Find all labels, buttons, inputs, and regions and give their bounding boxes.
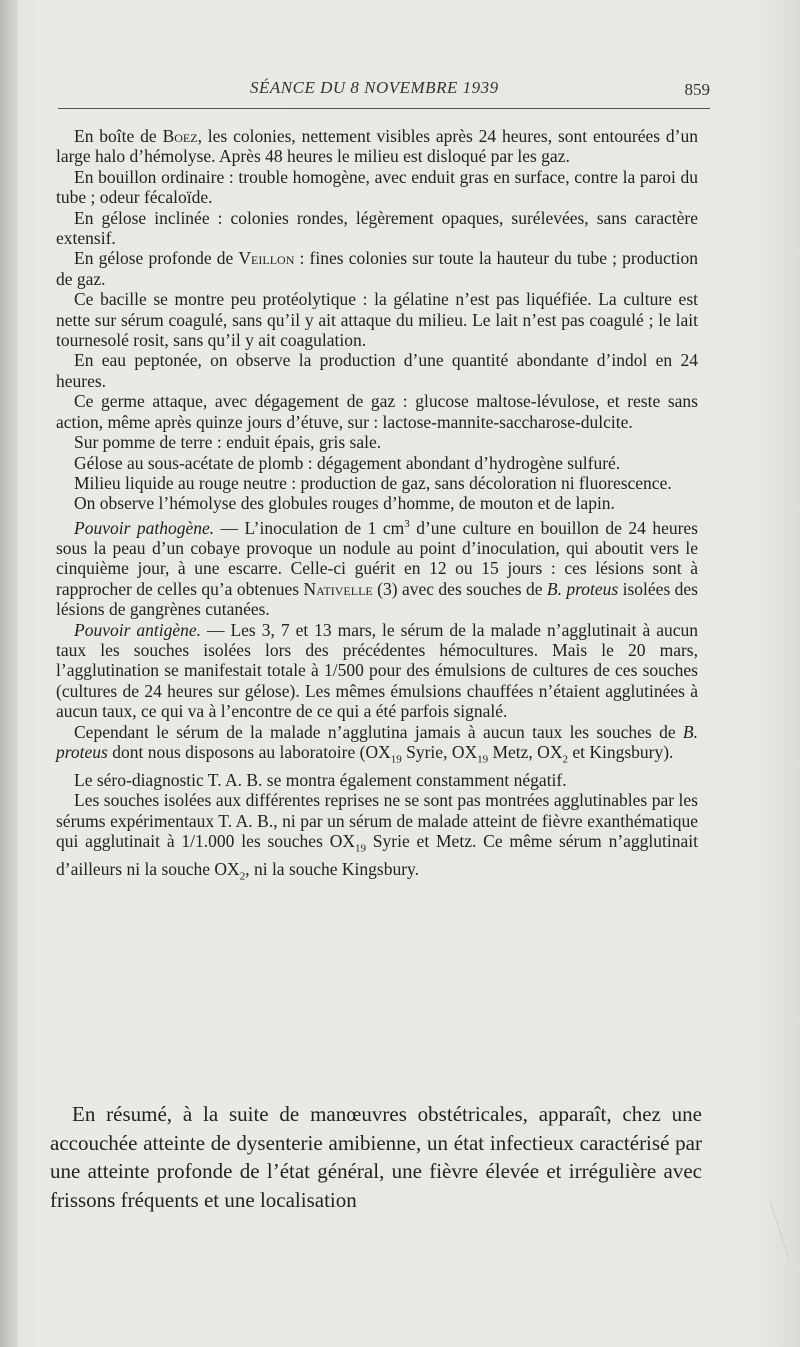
body-paragraph — [56, 722, 698, 770]
text-run: En boîte de — [74, 126, 163, 146]
text-run: En bouillon ordinaire : trouble homogène, avec enduit gras en surface, contre la paroi du tube ; odeur fécaloïde. — [56, 166, 698, 208]
text-run: En eau peptonée, on observe la production d’une quantité abondante d’indol en 24 heures. — [56, 350, 698, 391]
page-binding-shadow — [0, 0, 18, 1347]
text-run: Gélose au sous-acétate de plomb : dégagement abondant d’hydrogène sulfuré. — [74, 452, 621, 473]
header-title: SÉANCE DU 8 NOVEMBRE 1939 — [250, 78, 499, 97]
page-crease — [770, 1201, 789, 1258]
body-text — [56, 126, 698, 887]
superscript: 3 — [404, 517, 410, 530]
subscript: 2 — [562, 753, 568, 766]
italic-text: B. proteus — [56, 721, 698, 763]
text-run: En gélose profonde de — [74, 248, 239, 269]
text-run: (3) avec des souches de — [372, 578, 547, 599]
text-run: Le séro-diagnostic T. A. B. se montra également constamment négatif. — [74, 769, 567, 790]
subscript: 19 — [390, 753, 402, 766]
text-run: Ce germe attaque, avec dégagement de gaz : glucose maltose-lévulose, et reste sans action, même après quinze jours d’étuve, sur : lactose-mannite-saccharose-dulcite. — [56, 391, 698, 432]
text-run: Ce bacille se montre peu protéolytique : la gélatine n’est pas liquéfiée. La culture est nette sur sérum coagulé, sans qu’il y ait attaque du milieu. Le lait n’est pas coagulé ; le lait tournesolé rosit, sans qu’il y ait coagulation. — [56, 289, 698, 351]
body-paragraph — [56, 391, 698, 432]
text-run: Sur pomme de terre : enduit épais, gris sale. — [74, 432, 382, 453]
body-paragraph — [56, 620, 698, 722]
body-paragraph — [56, 493, 698, 513]
text-run: Milieu liquide au rouge neutre : production de gaz, sans décoloration ni fluorescence. — [74, 472, 672, 493]
subscript: 19 — [477, 753, 489, 766]
text-run: : fines colonies sur toute la hauteur du tube ; production de gaz. — [56, 248, 698, 289]
author-name: Nativelle — [303, 578, 373, 599]
text-run: — L’inoculation de 1 cm — [214, 517, 405, 538]
body-paragraph — [56, 473, 698, 493]
author-name: Boez — [162, 126, 198, 146]
subscript: 19 — [354, 842, 366, 855]
text-run: isolées des lésions de gangrènes cutanées. — [56, 578, 698, 620]
header-rule — [58, 108, 710, 109]
italic-text: Pouvoir pathogène. — [74, 517, 215, 538]
italic-text: Pouvoir antigène. — [74, 619, 201, 640]
body-paragraph — [56, 790, 698, 887]
text-run: et Kingsbury). — [567, 742, 674, 763]
text-run: , les colonies, nettement visibles après 24 heures, sont entourées d’un large halo d’hémolyse. Après 48 heures le milieu est disloqué par les gaz. — [56, 126, 698, 167]
text-run: Metz, OX — [488, 742, 563, 763]
subscript: 2 — [239, 870, 246, 883]
body-paragraph — [56, 453, 698, 473]
body-paragraph — [56, 248, 698, 289]
text-run: Les souches isolées aux différentes reprises ne se sont pas montrées agglutinables par les sérums expérimentaux T. A. B., ni par un sérum de malade atteint de fièvre exanthématique qui agglutinait à 1/1.000 les souches OX — [56, 790, 698, 852]
text-run: dont nous disposons au laboratoire (OX — [107, 742, 391, 763]
italic-text: B. proteus — [546, 578, 619, 599]
text-run: d’une culture en bouillon de 24 heures sous la peau d’un cobaye provoque un nodule au point d’inoculation, qui aboutit vers le cinquième jour, à une escarre. Celle-ci guérit en 12 ou 15 jours : ces lésions sont à rapprocher de celles qu’a obtenues — [56, 517, 698, 599]
text-run: Syrie et Metz. Ce même sérum n’agglutinait d’ailleurs ni la souche OX — [56, 831, 698, 880]
body-paragraph — [56, 208, 698, 249]
body-paragraph — [56, 126, 698, 167]
body-paragraph — [56, 514, 698, 620]
body-paragraph — [56, 289, 698, 350]
summary-paragraph: En résumé, à la suite de manœuvres obstétricales, apparaît, chez une accouchée atteinte de dysenterie amibienne, un état infectieux caractérisé par une atteinte profonde de l’état général, une fièvre élevée et irrégulière avec frissons fréquents et une localisation — [50, 1102, 702, 1212]
body-paragraph — [56, 432, 698, 452]
body-paragraph — [56, 167, 698, 208]
body-paragraph — [56, 350, 698, 391]
body-paragraph — [56, 770, 698, 790]
text-run: , ni la souche Kingsbury. — [245, 859, 420, 880]
text-run: On observe l’hémolyse des globules rouges d’homme, de mouton et de lapin. — [74, 493, 615, 514]
text-run: En gélose inclinée : colonies rondes, légèrement opaques, surélevées, sans caractère extensif. — [56, 207, 698, 249]
text-run: Syrie, OX — [401, 742, 478, 763]
text-run: — Les 3, 7 et 13 mars, le sérum de la malade n’agglutinait à aucun taux les souches isolées lors des précédentes hémocultures. Mais le 20 mars, l’agglutination se manifestait totale à 1/500 pour des émulsions de cultures de ces souches (cultures de 24 heures sur gélose). Les mêmes émulsions chauffées n’étaient agglutinées à aucun taux, ce qui va à l’encontre de ce qui a été parfois signalé. — [56, 619, 698, 722]
running-header — [60, 78, 710, 102]
author-name: Veillon — [238, 248, 295, 269]
page-number: 859 — [684, 80, 710, 99]
summary-section — [50, 1100, 702, 1214]
text-run: Cependant le sérum de la malade n’agglutina jamais à aucun taux les souches de — [74, 721, 683, 742]
